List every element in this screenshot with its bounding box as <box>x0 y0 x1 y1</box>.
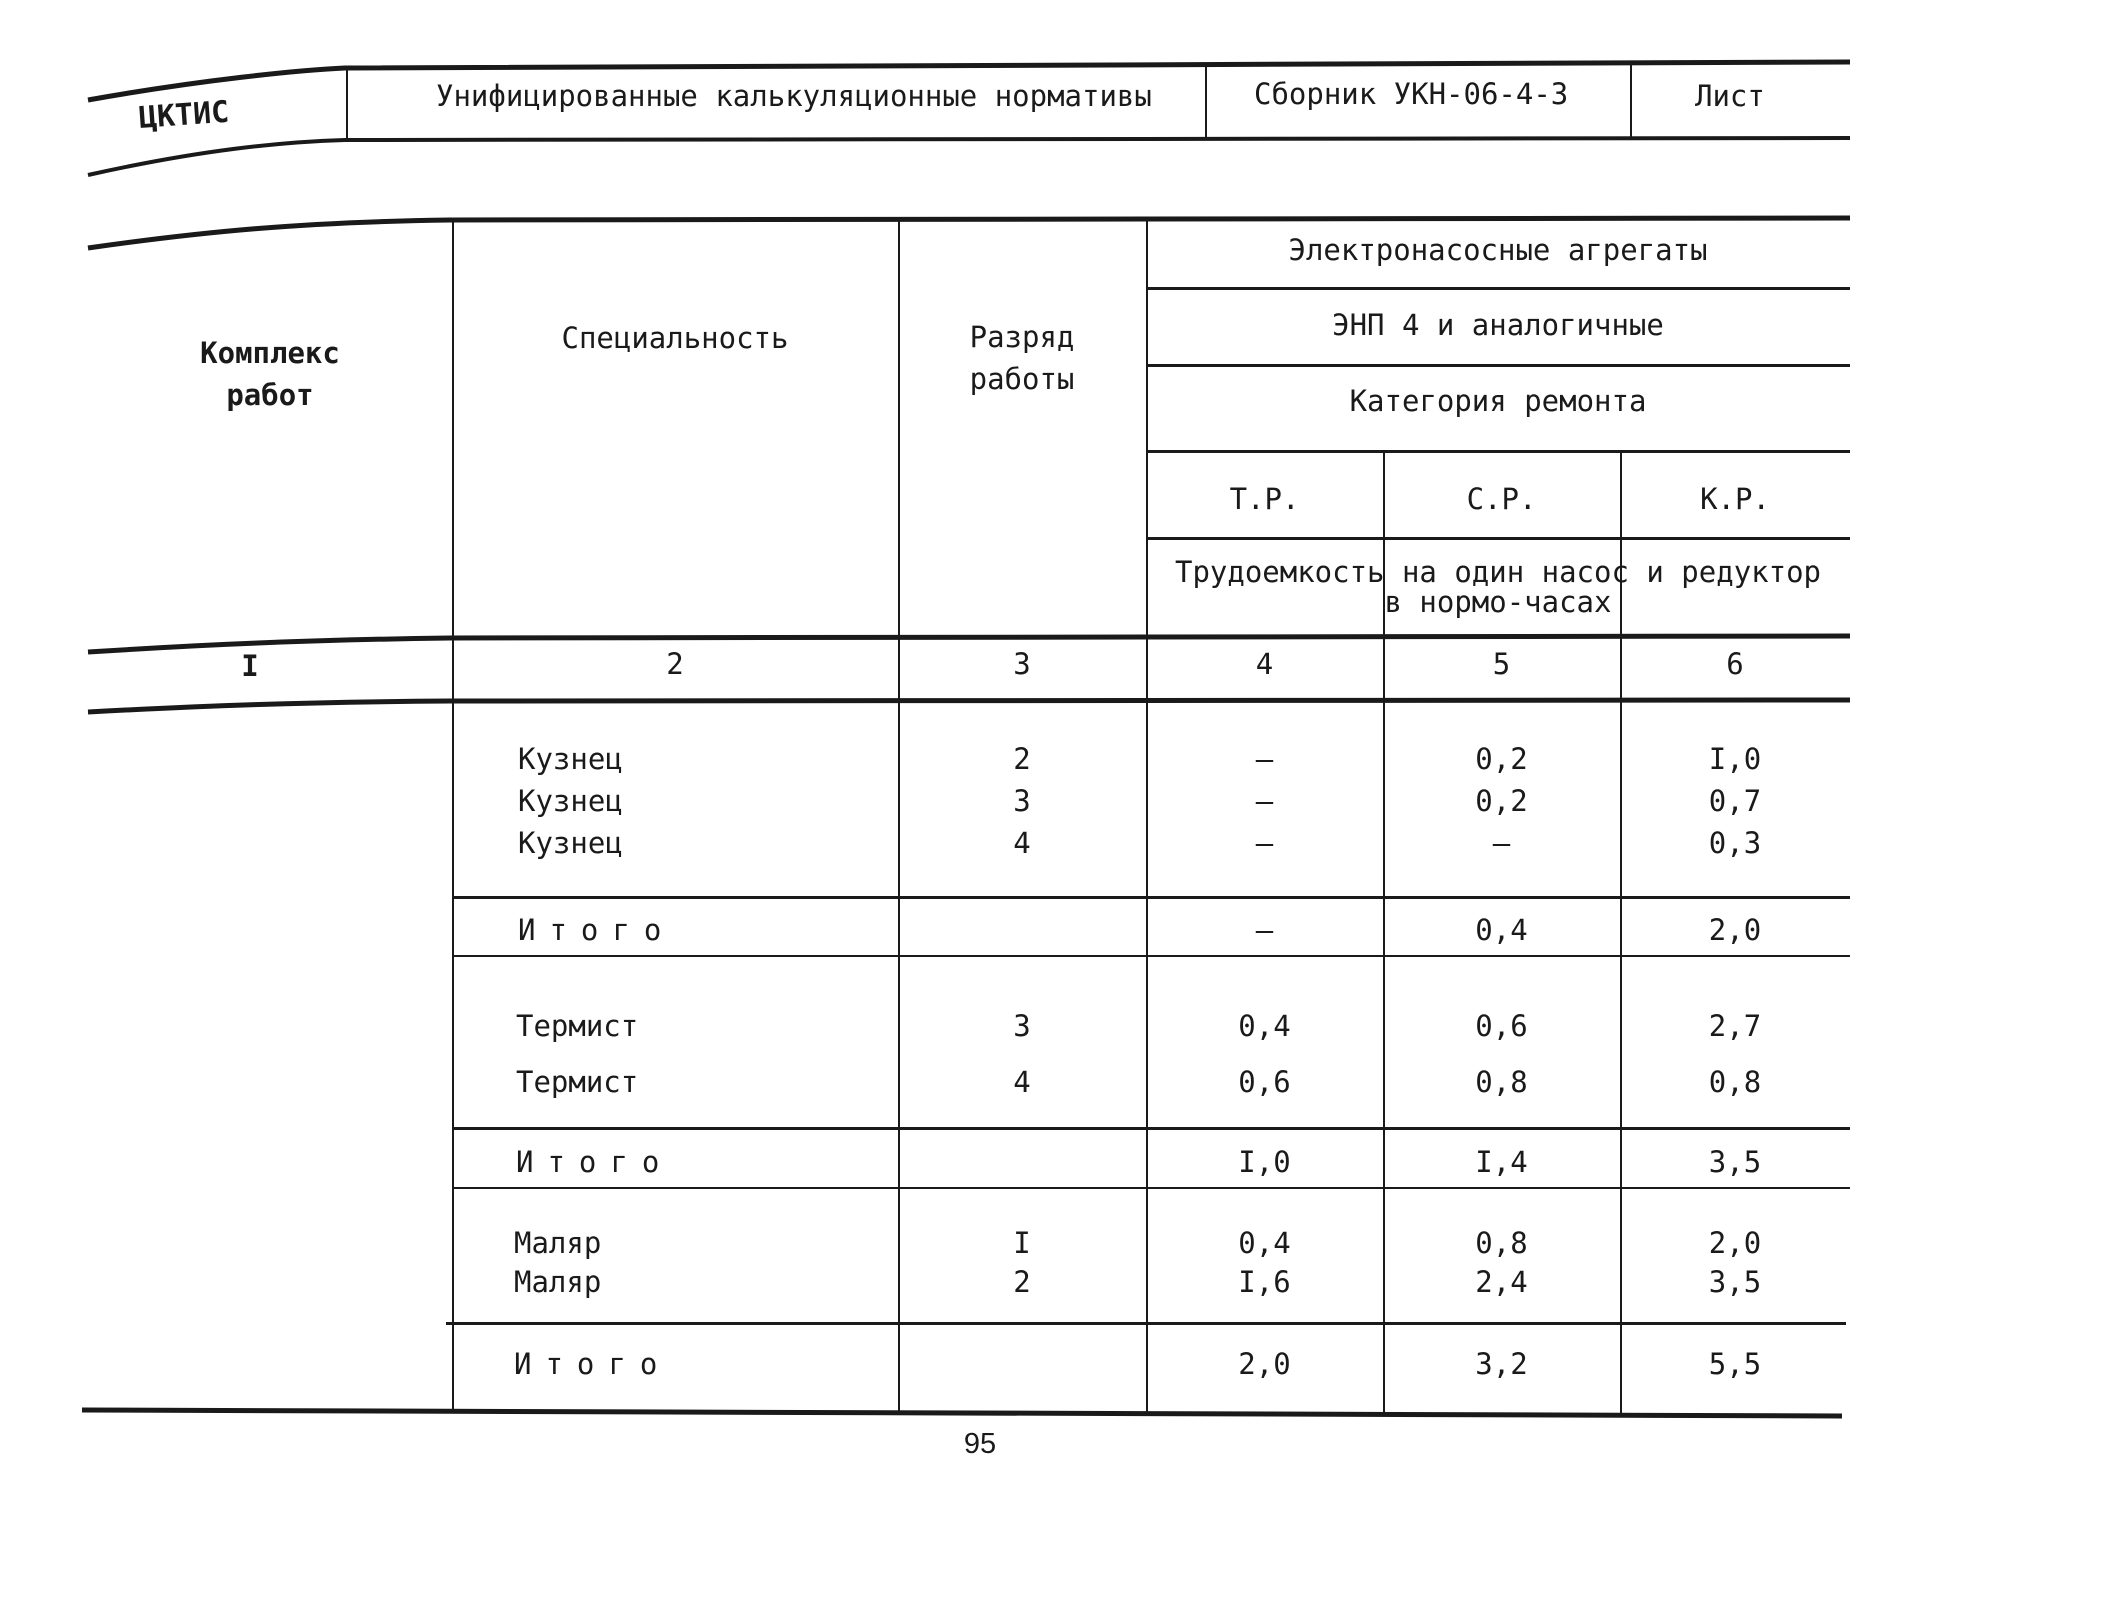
total-tr: 2,0 <box>1238 1347 1291 1381</box>
header-rule <box>1146 287 1850 290</box>
col-header-grade <box>898 316 1146 400</box>
col-header-grade-line: работы <box>969 362 1075 396</box>
row-grade: 2 <box>1013 742 1031 776</box>
row-sr: 2,4 <box>1475 1265 1528 1299</box>
row-sr: 0,2 <box>1475 784 1528 818</box>
row-grade: 3 <box>1013 784 1031 818</box>
col-header-grade-line: Разряд <box>969 320 1075 354</box>
col-number: 5 <box>1492 647 1511 681</box>
col-header-labor <box>1146 557 1850 617</box>
row-tr: – <box>1255 784 1274 818</box>
col-header-labor-line: в нормо-часах <box>1384 585 1612 619</box>
total-sr: I,4 <box>1475 1145 1528 1179</box>
row-sr: 0,8 <box>1475 1226 1528 1260</box>
row-sr: 0,6 <box>1475 1009 1528 1043</box>
col-header-labor-line: Трудоемкость на один насос и редуктор <box>1174 555 1821 589</box>
row-kr: I,0 <box>1708 742 1762 776</box>
row-specialty: Маляр <box>514 1265 602 1299</box>
total-rule <box>446 1322 1846 1325</box>
col-header-complex <box>170 332 370 416</box>
row-specialty: Кузнец <box>518 826 623 860</box>
col-header-complex-line: работ <box>226 378 314 412</box>
row-tr: – <box>1255 826 1274 860</box>
row-tr: 0,6 <box>1238 1065 1291 1099</box>
col-number: 2 <box>666 647 684 681</box>
row-kr: 0,3 <box>1708 826 1762 860</box>
total-kr: 3,5 <box>1708 1145 1762 1179</box>
row-kr: 0,8 <box>1708 1065 1762 1099</box>
header-divider <box>1205 64 1207 138</box>
row-sr: 0,8 <box>1475 1065 1528 1099</box>
row-tr: 0,4 <box>1238 1009 1291 1043</box>
header-divider <box>346 68 348 140</box>
row-specialty: Термист <box>516 1009 639 1043</box>
header-rule <box>1146 450 1850 453</box>
row-specialty: Термист <box>516 1065 639 1099</box>
col-number: 6 <box>1726 647 1744 681</box>
total-sr: 3,2 <box>1475 1347 1528 1381</box>
total-tr: I,0 <box>1238 1145 1291 1179</box>
row-grade: 4 <box>1013 1065 1031 1099</box>
row-grade: 3 <box>1013 1009 1031 1043</box>
col-header-kr: К.Р. <box>1700 482 1770 516</box>
row-specialty: Маляр <box>514 1226 602 1260</box>
header-rule <box>1146 537 1850 540</box>
row-grade: 4 <box>1013 826 1031 860</box>
col-number: I <box>241 649 259 683</box>
row-rule <box>452 1187 1850 1189</box>
col-header-group: Электронасосные агрегаты <box>1288 233 1708 267</box>
total-kr: 5,5 <box>1708 1347 1762 1381</box>
col-header-category: Категория ремонта <box>1349 384 1647 418</box>
column-divider <box>452 220 454 1413</box>
row-rule <box>452 955 1850 957</box>
row-specialty: Кузнец <box>518 784 623 818</box>
header-rule <box>1146 364 1850 367</box>
col-header-tr: Т.Р. <box>1229 482 1300 516</box>
row-sr: – <box>1492 826 1511 860</box>
row-kr: 2,7 <box>1708 1009 1762 1043</box>
col-header-specialty: Специальность <box>561 321 789 355</box>
row-kr: 3,5 <box>1708 1265 1762 1299</box>
total-kr: 2,0 <box>1708 913 1762 947</box>
row-grade: 2 <box>1013 1265 1031 1299</box>
document-title: Унифицированные калькуляционные нормативы <box>436 79 1152 113</box>
org-label: ЦКТИС <box>137 94 231 136</box>
row-tr: I,6 <box>1238 1265 1291 1299</box>
total-label: Итого <box>514 1347 672 1381</box>
col-number: 3 <box>1013 647 1031 681</box>
row-kr: 0,7 <box>1708 784 1762 818</box>
col-header-subgroup: ЭНП 4 и аналогичные <box>1332 308 1664 342</box>
header-divider <box>1630 62 1632 138</box>
total-label: Итого <box>516 1145 674 1179</box>
total-sr: 0,4 <box>1475 913 1528 947</box>
total-rule <box>452 1127 1850 1130</box>
total-rule <box>452 896 1850 899</box>
total-tr: – <box>1255 913 1274 947</box>
col-header-complex-line: Комплекс <box>200 336 340 370</box>
total-label: Итого <box>518 913 676 947</box>
sheet-label: Лист <box>1695 79 1765 113</box>
col-number: 4 <box>1255 647 1274 681</box>
row-specialty: Кузнец <box>518 742 623 776</box>
collection-label: Сборник УКН-06-4-3 <box>1254 77 1569 111</box>
row-tr: – <box>1255 742 1274 776</box>
row-sr: 0,2 <box>1475 742 1528 776</box>
row-grade: I <box>1013 1226 1031 1260</box>
col-header-sr: С.Р. <box>1466 482 1537 516</box>
row-tr: 0,4 <box>1238 1226 1291 1260</box>
page-number: 95 <box>963 1428 997 1460</box>
row-kr: 2,0 <box>1708 1226 1762 1260</box>
